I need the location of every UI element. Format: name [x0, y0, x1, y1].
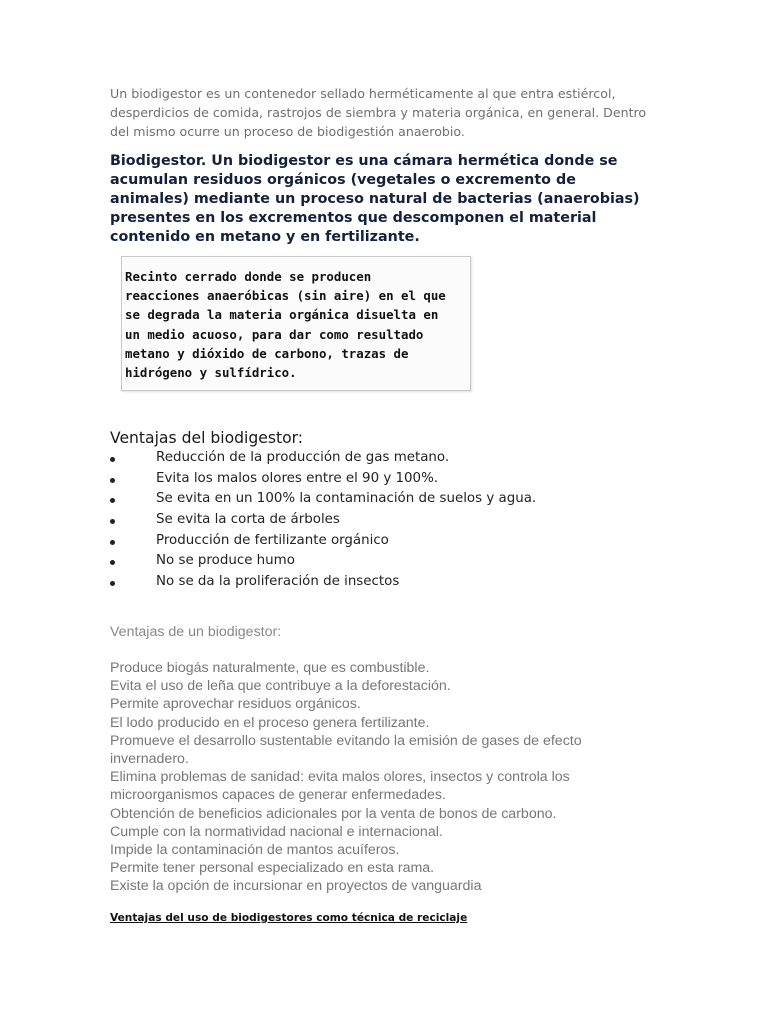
- bullet-icon: [110, 519, 115, 524]
- list-item: [110, 489, 536, 510]
- list-item-text: No se da la proliferación de insectos: [156, 574, 400, 590]
- list-item: [110, 448, 536, 469]
- definition-box: [121, 256, 471, 391]
- intro-paragraph: Un biodigestor es un contenedor sellado herméticamente al que entra estiércol, desperdicios de comida, rastrojos de siembra y materia orgánica, en general. Dentro del mismo ocurre un proceso de biodigestión anaerobio.: [110, 86, 647, 139]
- box-line: un medio acuoso, para dar como resultado: [125, 326, 424, 342]
- plain-list-item: Promueve el desarrollo sustentable evitando la emisión de gases de efecto invernadero.: [110, 732, 582, 768]
- box-line: Recinto cerrado donde se producen: [125, 269, 372, 284]
- list-item: [110, 572, 536, 593]
- list-item-text: Reducción de la producción de gas metano.: [156, 450, 450, 465]
- box-line: se degrada la materia orgánica disuelta en: [125, 307, 439, 323]
- ventajas-heading-text: Ventajas del biodigestor: [110, 429, 298, 447]
- list-item-text: Se evita la corta de árboles: [156, 512, 340, 528]
- plain-list-item: Produce biogás naturalmente, que es combustible.: [110, 660, 430, 676]
- ventajas-heading-colon: :: [297, 429, 304, 447]
- plain-list-item: Permite tener personal especializado en esta rama.: [110, 860, 435, 877]
- plain-list-item: Impide la contaminación de mantos acuíferos.: [110, 842, 400, 859]
- list-item: [110, 510, 536, 531]
- definition-paragraph: Biodigestor. Un biodigestor es una cámara hermética donde se acumulan residuos orgánicos (vegetales o excremento de animales) mediante un proceso natural de bacterias (anaerobias) presentes en los excrementos que descomponen el material contenido en metano y en fertilizante.: [110, 153, 640, 245]
- list-item-text: No se produce humo: [156, 553, 295, 569]
- plain-list-item: El lodo producido en el proceso genera fertilizante.: [110, 714, 430, 731]
- list-item: [110, 531, 536, 552]
- reciclaje-link[interactable]: Ventajas del uso de biodigestores como técnica de reciclaje: [110, 912, 468, 924]
- plain-list-item: Existe la opción de incursionar en proyectos de vanguardia: [110, 878, 482, 895]
- bullet-icon: [110, 581, 115, 586]
- box-line: reacciones anaeróbicas (sin aire) en el que: [125, 288, 446, 304]
- plain-list-item: Cumple con la normatividad nacional e internacional.: [110, 823, 443, 840]
- plain-list-item: Elimina problemas de sanidad: evita malos olores, insectos y controla los microorganismos capaces de generar enfermedades.: [110, 769, 570, 804]
- list-item-text: Evita los malos olores entre el 90 y 100%.: [156, 470, 439, 486]
- list-item: [110, 551, 536, 572]
- list-item-text: Se evita en un 100% la contaminación de suelos y agua.: [156, 491, 537, 507]
- ventajas-heading: [110, 429, 303, 447]
- bullet-icon: [110, 540, 115, 545]
- ventajas-list: [110, 448, 536, 593]
- plain-ventajas-list: [110, 659, 610, 896]
- list-item-text: Producción de fertilizante orgánico: [156, 532, 389, 548]
- plain-list-item: Permite aprovechar residuos orgánicos.: [110, 696, 361, 713]
- bullet-icon: [110, 457, 115, 462]
- plain-list-item: Obtención de beneficios adicionales por la venta de bonos de carbono.: [110, 805, 557, 822]
- plain-ventajas-heading: Ventajas de un biodigestor:: [110, 624, 282, 640]
- bullet-icon: [110, 560, 115, 565]
- plain-list-item: Evita el uso de leña que contribuye a la deforestación.: [110, 678, 451, 695]
- bullet-icon: [110, 498, 115, 503]
- box-line: metano y dióxido de carbono, trazas de: [125, 345, 409, 361]
- bullet-icon: [110, 478, 115, 483]
- list-item: [110, 469, 536, 490]
- box-line: hidrógeno y sulfídrico.: [125, 365, 297, 381]
